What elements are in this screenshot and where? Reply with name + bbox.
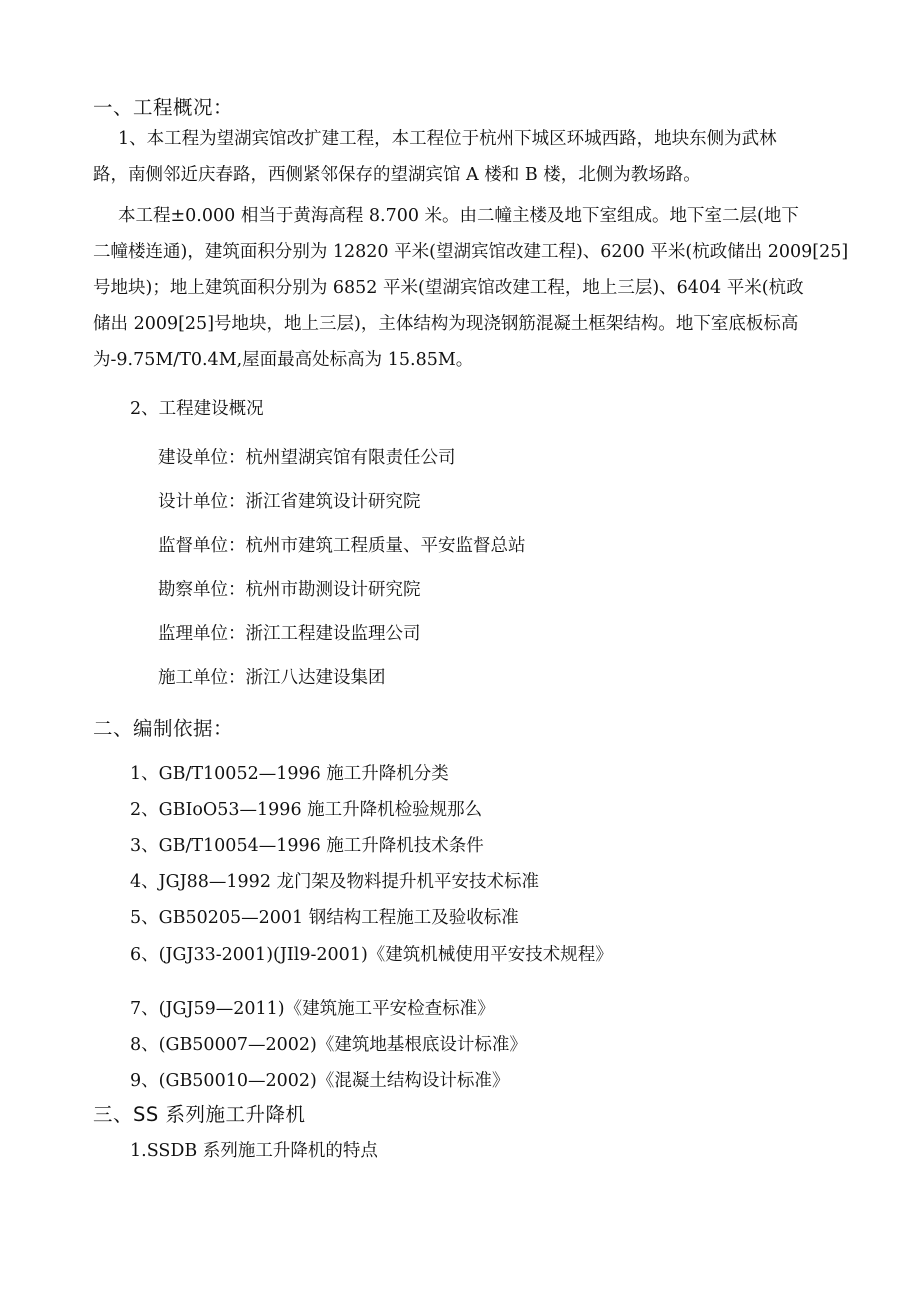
section-3-heading: 三、SS 系列施工升降机	[93, 1103, 306, 1126]
paragraph-line: 号地块)；地上建筑面积分别为 6852 平米(望湖宾馆改建工程，地上三层)、6404 平米(杭政	[93, 278, 804, 298]
paragraph-line: 路，南侧邻近庆春路，西侧紧邻保存的望湖宾馆 A 楼和 B 楼，北侧为教场路。	[93, 165, 701, 185]
standard-item: 5、GB50205—2001 钢结构工程施工及验收标准	[130, 908, 519, 928]
standard-item: 3、GB/T10054—1996 施工升降机技术条件	[130, 836, 484, 856]
standard-item: 4、JGJ88—1992 龙门架及物料提升机平安技术标准	[130, 872, 540, 892]
project-overview-paragraph-1	[93, 121, 830, 193]
standard-item: 1、GB/T10052—1996 施工升降机分类	[130, 764, 449, 784]
paragraph-line: 本工程±0.000 相当于黄海高程 8.700 米。由二幢主楼及地下室组成。地下室二层(地下	[118, 206, 799, 226]
unit-line-inspection: 监理单位：浙江工程建设监理公司	[158, 624, 421, 644]
paragraph-line: 1、本工程为望湖宾馆改扩建工程，本工程位于杭州下城区环城西路，地块东侧为武林	[118, 129, 777, 149]
standard-item: 6、(JGJ33-2001)(JIl9-2001)《建筑机械使用平安技术规程》	[130, 945, 613, 965]
unit-line-contractor: 施工单位：浙江八达建设集团	[158, 668, 386, 688]
construction-overview-subheading: 2、工程建设概况	[130, 399, 264, 419]
paragraph-line: 二幢楼连通)，建筑面积分别为 12820 平米(望湖宾馆改建工程)、6200 平米(杭政储出 2009[25]	[93, 242, 849, 262]
standard-item: 9、(GB50010—2002)《混凝土结构设计标准》	[130, 1071, 510, 1091]
unit-line-designer: 设计单位：浙江省建筑设计研究院	[158, 492, 421, 512]
standard-item: 7、(JGJ59—2011)《建筑施工平安检查标准》	[130, 999, 495, 1019]
unit-line-survey: 勘察单位：杭州市勘测设计研究院	[158, 580, 421, 600]
standard-item: 8、(GB50007—2002)《建筑地基根底设计标准》	[130, 1035, 527, 1055]
unit-line-developer: 建设单位：杭州望湖宾馆有限责任公司	[158, 448, 456, 468]
paragraph-line: 储出 2009[25]号地块，地上三层)，主体结构为现浇钢筋混凝土框架结构。地下室底板标高	[93, 314, 799, 334]
section-2-heading: 二、编制依据：	[93, 717, 234, 740]
project-overview-paragraph-2	[93, 198, 849, 378]
standard-item: 2、GBIoO53—1996 施工升降机检验规那么	[130, 800, 483, 820]
section-1-heading: 一、工程概况：	[93, 96, 234, 119]
unit-line-supervision: 监督单位：杭州市建筑工程质量、平安监督总站	[158, 536, 526, 556]
paragraph-line: 为-9.75M/T0.4M,屋面最高处标高为 15.85M。	[93, 350, 474, 370]
section-3-subheading: 1.SSDB 系列施工升降机的特点	[130, 1141, 378, 1161]
